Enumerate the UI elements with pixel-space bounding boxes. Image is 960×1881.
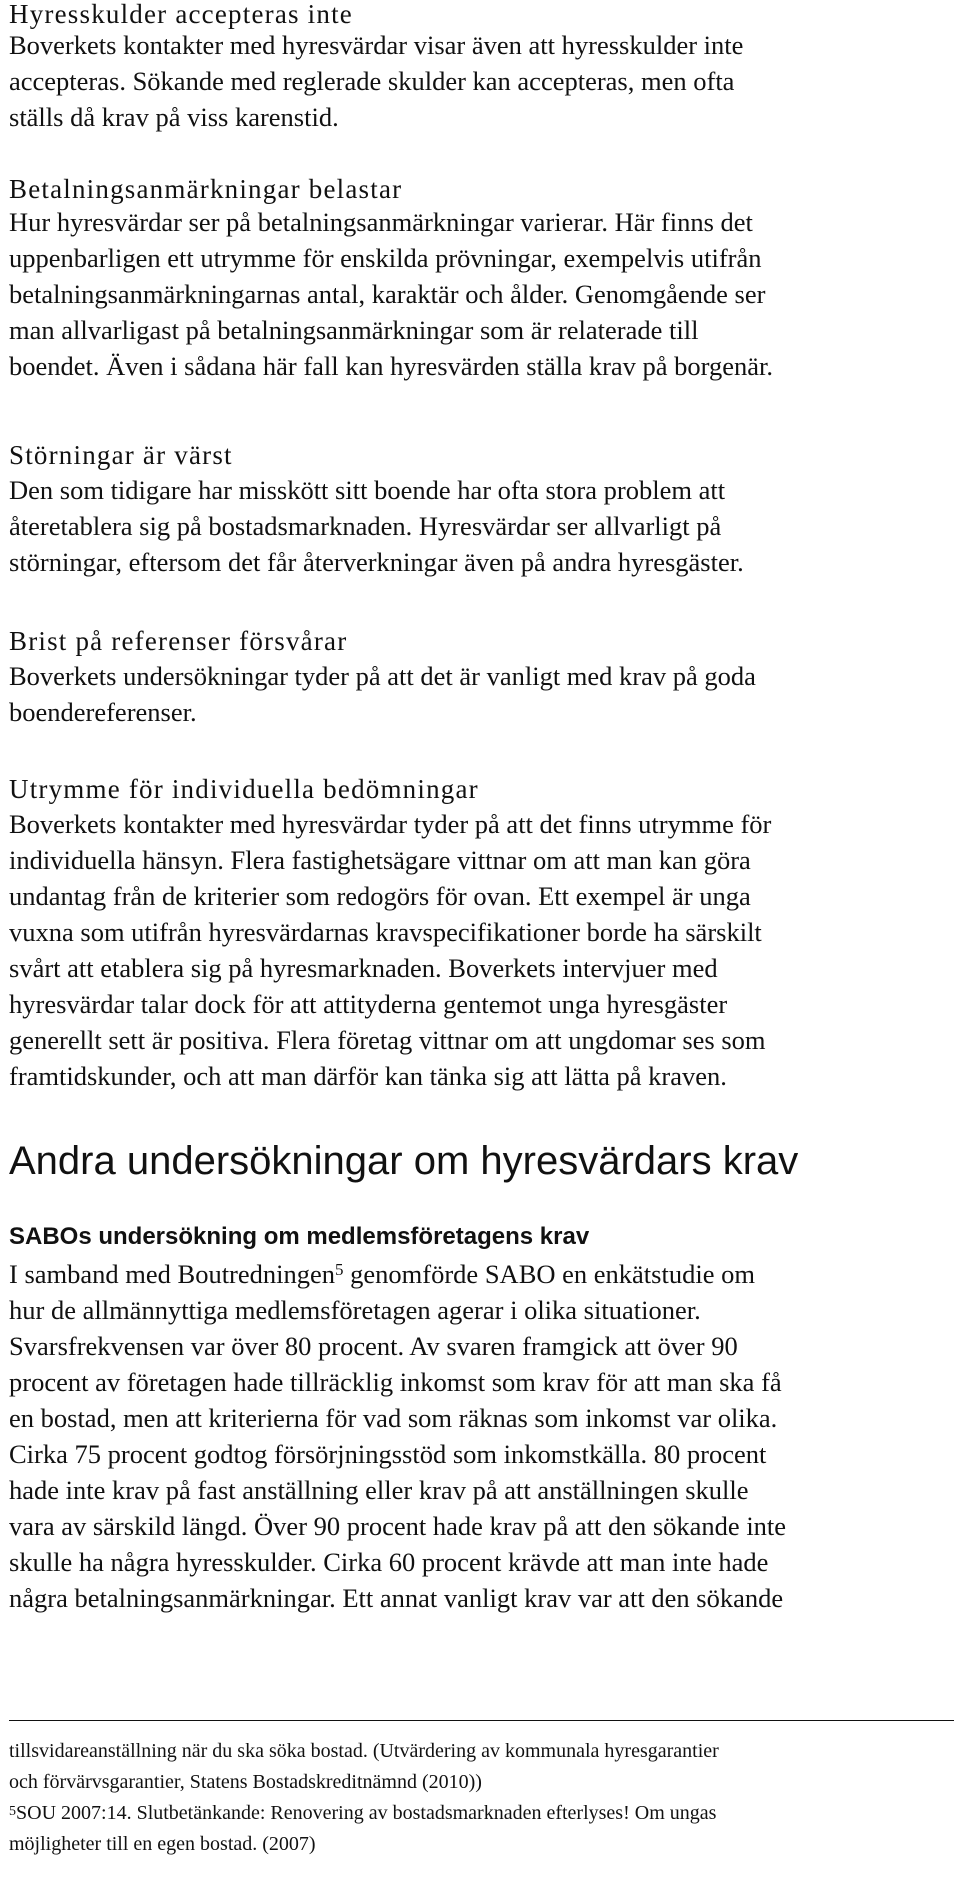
footnote-line: tillsvidareanställning när du ska söka bostad. (Utvärdering av kommunala hyresgarantier (9, 1740, 719, 1762)
text-line: man allvarligast på betalningsanmärkningar som är relaterade till (9, 315, 699, 345)
text-line-first (9, 1256, 954, 1292)
text-line: individuella hänsyn. Flera fastighetsägare vittnar om att man kan göra (9, 845, 751, 875)
footnote-text: SOU 2007:14. Slutbetänkande: Renovering av bostadsmarknaden efterlyses! Om ungas (16, 1802, 717, 1824)
text-line: vara av särskild längd. Över 90 procent hade krav på att den sökande inte (9, 1511, 787, 1541)
text-line: Hur hyresvärdar ser på betalningsanmärkningar varierar. Här finns det (9, 207, 753, 237)
text-fragment: I samband med Boutredningen (9, 1259, 336, 1289)
sub-heading: SABOs undersökning om medlemsföretagens krav (9, 1223, 590, 1250)
text-line: störningar, eftersom det får återverkningar även på andra hyresgäster. (9, 547, 744, 577)
text-line: hur de allmännyttiga medlemsföretagen agerar i olika situationer. (9, 1295, 701, 1325)
footnote-number: 5 (9, 1804, 16, 1819)
section-body-referenser (9, 658, 954, 730)
text-line: procent av företagen hade tillräcklig inkomst som krav för att man ska få (9, 1367, 782, 1397)
section-body-hyresskulder (9, 27, 954, 135)
text-line: accepteras. Sökande med reglerade skulder kan accepteras, men ofta (9, 66, 735, 96)
text-line: undantag från de kriterier som redogörs för ovan. Ett exempel är unga (9, 881, 751, 911)
text-line: Den som tidigare har misskött sitt boende har ofta stora problem att (9, 475, 726, 505)
text-line: Boverkets kontakter med hyresvärdar visar även att hyresskulder inte (9, 30, 744, 60)
text-line: framtidskunder, och att man därför kan tänka sig att lätta på kraven. (9, 1061, 727, 1091)
section-heading-storningar: Störningar är värst (9, 440, 233, 470)
footnote-line: och förvärvsgarantier, Statens Bostadskreditnämnd (2010)) (9, 1771, 482, 1793)
text-line: Boverkets undersökningar tyder på att det är vanligt med krav på goda (9, 661, 756, 691)
footnotes (9, 1736, 954, 1860)
text-line: Boverkets kontakter med hyresvärdar tyder på att det finns utrymme för (9, 809, 772, 839)
section-body-betalningsanmarkningar (9, 204, 954, 384)
chapter-heading: Andra undersökningar om hyresvärdars krav (9, 1139, 799, 1183)
text-fragment: genomförde SABO en enkätstudie om (343, 1259, 755, 1289)
text-line: återetablera sig på bostadsmarknaden. Hyresvärdar ser allvarligt på (9, 511, 722, 541)
sabo-body (9, 1256, 954, 1616)
footnote-5 (9, 1798, 954, 1829)
text-line: boendet. Även i sådana här fall kan hyresvärden ställa krav på borgenär. (9, 351, 774, 381)
section-body-individuella (9, 806, 954, 1094)
section-body-storningar (9, 472, 954, 580)
text-line: Cirka 75 procent godtog försörjningsstöd som inkomstkälla. 80 procent (9, 1439, 767, 1469)
footnote-line: möjligheter till en egen bostad. (2007) (9, 1833, 316, 1855)
text-line: vuxna som utifrån hyresvärdarnas kravspecifikationer borde ha särskilt (9, 917, 762, 947)
section-heading-hyresskulder: Hyresskulder accepteras inte (9, 0, 353, 29)
text-line: hade inte krav på fast anställning eller krav på att anställningen skulle (9, 1475, 749, 1505)
text-line: boendereferenser. (9, 697, 197, 727)
section-heading-individuella: Utrymme för individuella bedömningar (9, 774, 479, 804)
text-line: ställs då krav på viss karenstid. (9, 102, 339, 132)
section-heading-betalningsanmarkningar: Betalningsanmärkningar belastar (9, 174, 403, 204)
text-line: svårt att etablera sig på hyresmarknaden. Boverkets intervjuer med (9, 953, 718, 983)
footnote-reference: 5 (335, 1260, 344, 1279)
text-line: Svarsfrekvensen var över 80 procent. Av svaren framgick att över 90 (9, 1331, 738, 1361)
text-line: betalningsanmärkningarnas antal, karaktär och ålder. Genomgående ser (9, 279, 766, 309)
text-line: uppenbarligen ett utrymme för enskilda prövningar, exempelvis utifrån (9, 243, 762, 273)
text-line: en bostad, men att kriterierna för vad som räknas som inkomst var olika. (9, 1403, 778, 1433)
text-line: några betalningsanmärkningar. Ett annat vanligt krav var att den sökande (9, 1583, 784, 1613)
section-heading-referenser: Brist på referenser försvårar (9, 626, 348, 656)
footnote-separator (9, 1720, 954, 1721)
text-line: skulle ha några hyresskulder. Cirka 60 procent krävde att man inte hade (9, 1547, 769, 1577)
text-line: generellt sett är positiva. Flera företag vittnar om att ungdomar ses som (9, 1025, 766, 1055)
text-line: hyresvärdar talar dock för att attityderna gentemot unga hyresgäster (9, 989, 728, 1019)
